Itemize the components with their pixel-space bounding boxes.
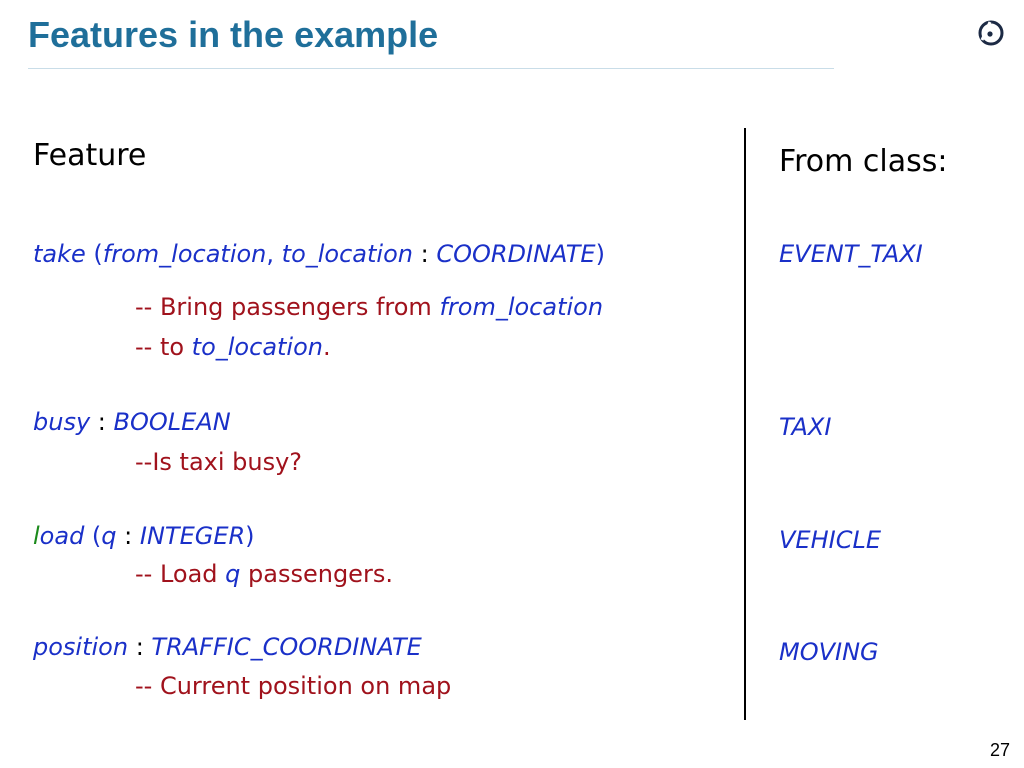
type-name: INTEGER (139, 522, 246, 550)
class-taxi: TAXI (779, 413, 832, 441)
feature-name: position (33, 633, 129, 661)
class-moving: MOVING (779, 638, 879, 666)
type-name: BOOLEAN (113, 408, 231, 436)
feature-load-signature: load (q : INTEGER) (33, 522, 255, 550)
eth-logo-icon (976, 18, 1006, 48)
from-class-column-header: From class: (779, 144, 948, 179)
feature-position-signature: position : TRAFFIC_COORDINATE (33, 633, 422, 661)
feature-column-header: Feature (33, 138, 147, 173)
feature-take-comment-line2: -- to to_location. (135, 333, 331, 361)
type-name: TRAFFIC_COORDINATE (151, 633, 422, 661)
feature-take-signature: take (from_location, to_location : COORDINATE) (33, 240, 605, 268)
class-event-taxi: EVENT_TAXI (779, 240, 923, 268)
feature-busy-comment: --Is taxi busy? (135, 448, 303, 476)
page-number: 27 (990, 740, 1011, 760)
feature-take-comment-line1: -- Bring passengers from from_location (135, 293, 604, 321)
feature-position-comment: -- Current position on map (135, 672, 452, 700)
argument-name: q (101, 522, 117, 550)
class-vehicle: VEHICLE (779, 526, 881, 554)
feature-load-comment: -- Load q passengers. (135, 560, 393, 588)
feature-busy-signature: busy : BOOLEAN (33, 408, 231, 436)
argument-name: to_location (281, 240, 413, 268)
argument-name: from_location (102, 240, 267, 268)
type-name: COORDINATE (436, 240, 596, 268)
feature-name: busy (33, 408, 91, 436)
slide-title: Features in the example (28, 14, 439, 55)
title-underline (28, 68, 834, 69)
feature-name: oad (39, 522, 85, 550)
column-divider (744, 128, 746, 720)
feature-name: take (33, 240, 86, 268)
